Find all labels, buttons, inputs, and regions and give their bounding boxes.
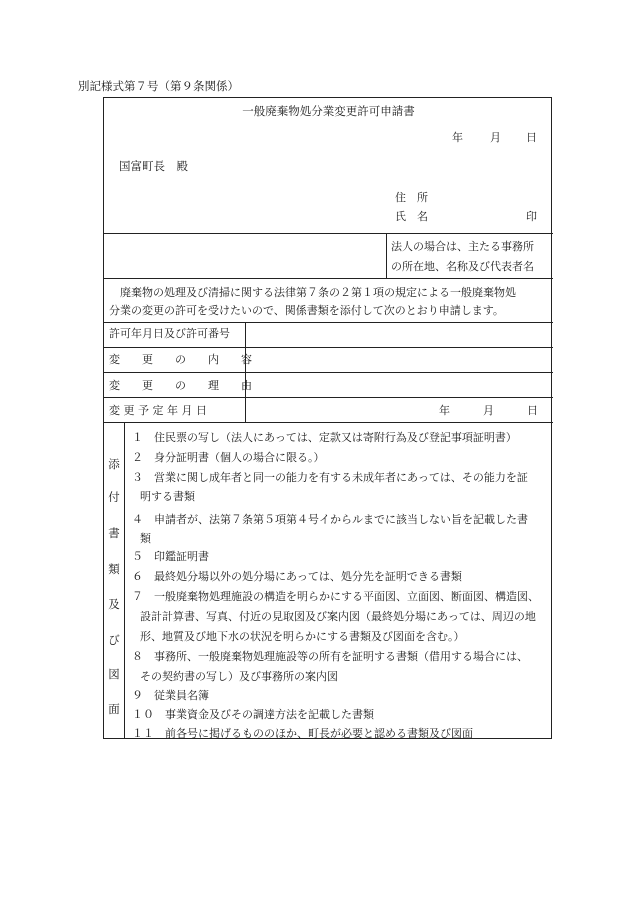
date-month: 月 bbox=[490, 131, 501, 144]
corporate-note-line2: の所在地、名称及び代表者名 bbox=[391, 260, 534, 273]
attachment-item: ７ 一般廃棄物処理施設の構造を明らかにする平面図、立面図、断面図、構造図、 bbox=[132, 590, 539, 603]
form-label: 別記様式第７号（第９条関係） bbox=[78, 79, 239, 93]
attachment-item: 明する書類 bbox=[140, 490, 195, 503]
attachment-item: ５ 印鑑証明書 bbox=[132, 550, 209, 563]
attachment-item: １１ 前各号に掲げるもののほか、町長が必要と認める書類及び図面 bbox=[132, 727, 473, 740]
attachment-item: ９ 従業員名簿 bbox=[132, 689, 209, 702]
attachment-item: 類 bbox=[140, 532, 151, 545]
attachment-item: ８ 事務所、一般廃棄物処理施設等の所有を証明する書類（借用する場合には、 bbox=[132, 650, 528, 663]
date-year: 年 bbox=[452, 131, 463, 144]
attachments-label-char: 付 bbox=[108, 490, 120, 504]
corporate-note-line1: 法人の場合は、主たる事務所 bbox=[391, 240, 534, 253]
attachment-item: ６ 最終処分場以外の処分場にあっては、処分先を証明できる書類 bbox=[132, 570, 462, 583]
attachment-item: １０ 事業資金及びその調達方法を記載した書類 bbox=[132, 708, 374, 721]
field-value-change-date: 年 月 日 bbox=[439, 404, 538, 417]
attachment-item: ３ 営業に関し成年者と同一の能力を有する未成年者にあっては、その能力を証 bbox=[132, 471, 528, 484]
application-form bbox=[103, 97, 552, 739]
attachment-item: １ 住民票の写し（法人にあっては、定款又は寄附行為及び登記事項証明書） bbox=[132, 431, 517, 444]
attachment-item: ２ 身分証明書（個人の場合に限る。） bbox=[132, 451, 325, 464]
attachment-item: その契約書の写し）及び事務所の案内図 bbox=[140, 670, 338, 683]
field-label-permit-date: 許可年月日及び許可番号 bbox=[109, 327, 230, 340]
attachment-item: 形、地質及び地下水の状況を明らかにする書類及び図面を含む。） bbox=[140, 630, 465, 643]
name-label: 氏 名 bbox=[395, 210, 428, 223]
body-text-line2: 分業の変更の許可を受けたいので、関係書類を添付して次のとおり申請します。 bbox=[109, 304, 504, 317]
attachments-label-char: 書 bbox=[108, 526, 120, 540]
field-label-change-reason: 変 更 の 理 由 bbox=[109, 379, 252, 392]
address-label: 住 所 bbox=[395, 191, 428, 204]
attachment-item: 設計計算書、写真、付近の見取図及び案内図（最終処分場にあっては、周辺の地 bbox=[140, 610, 536, 623]
attachments-label-char: 及 bbox=[108, 597, 120, 611]
attachments-label-char: 類 bbox=[108, 562, 120, 576]
attachments-label-char: 面 bbox=[108, 702, 120, 716]
field-label-change-date: 変 更 予 定 年 月 日 bbox=[109, 404, 207, 417]
body-text-line1: 廃棄物の処理及び清掃に関する法律第７条の２第１項の規定による一般廃棄物処 bbox=[109, 286, 516, 299]
seal-mark: 印 bbox=[526, 210, 537, 223]
field-label-change-content: 変 更 の 内 容 bbox=[109, 353, 252, 366]
form-title: 一般廃棄物処分業変更許可申請書 bbox=[242, 104, 415, 118]
attachments-label-char: 添 bbox=[108, 457, 120, 471]
addressee: 国富町長 殿 bbox=[119, 159, 188, 173]
attachments-label-char: び bbox=[108, 633, 120, 647]
attachments-label-char: 図 bbox=[108, 667, 120, 681]
attachment-item: ４ 申請者が、法第７条第５項第４号イからルまでに該当しない旨を記載した書 bbox=[132, 513, 528, 526]
date-day: 日 bbox=[526, 131, 537, 144]
